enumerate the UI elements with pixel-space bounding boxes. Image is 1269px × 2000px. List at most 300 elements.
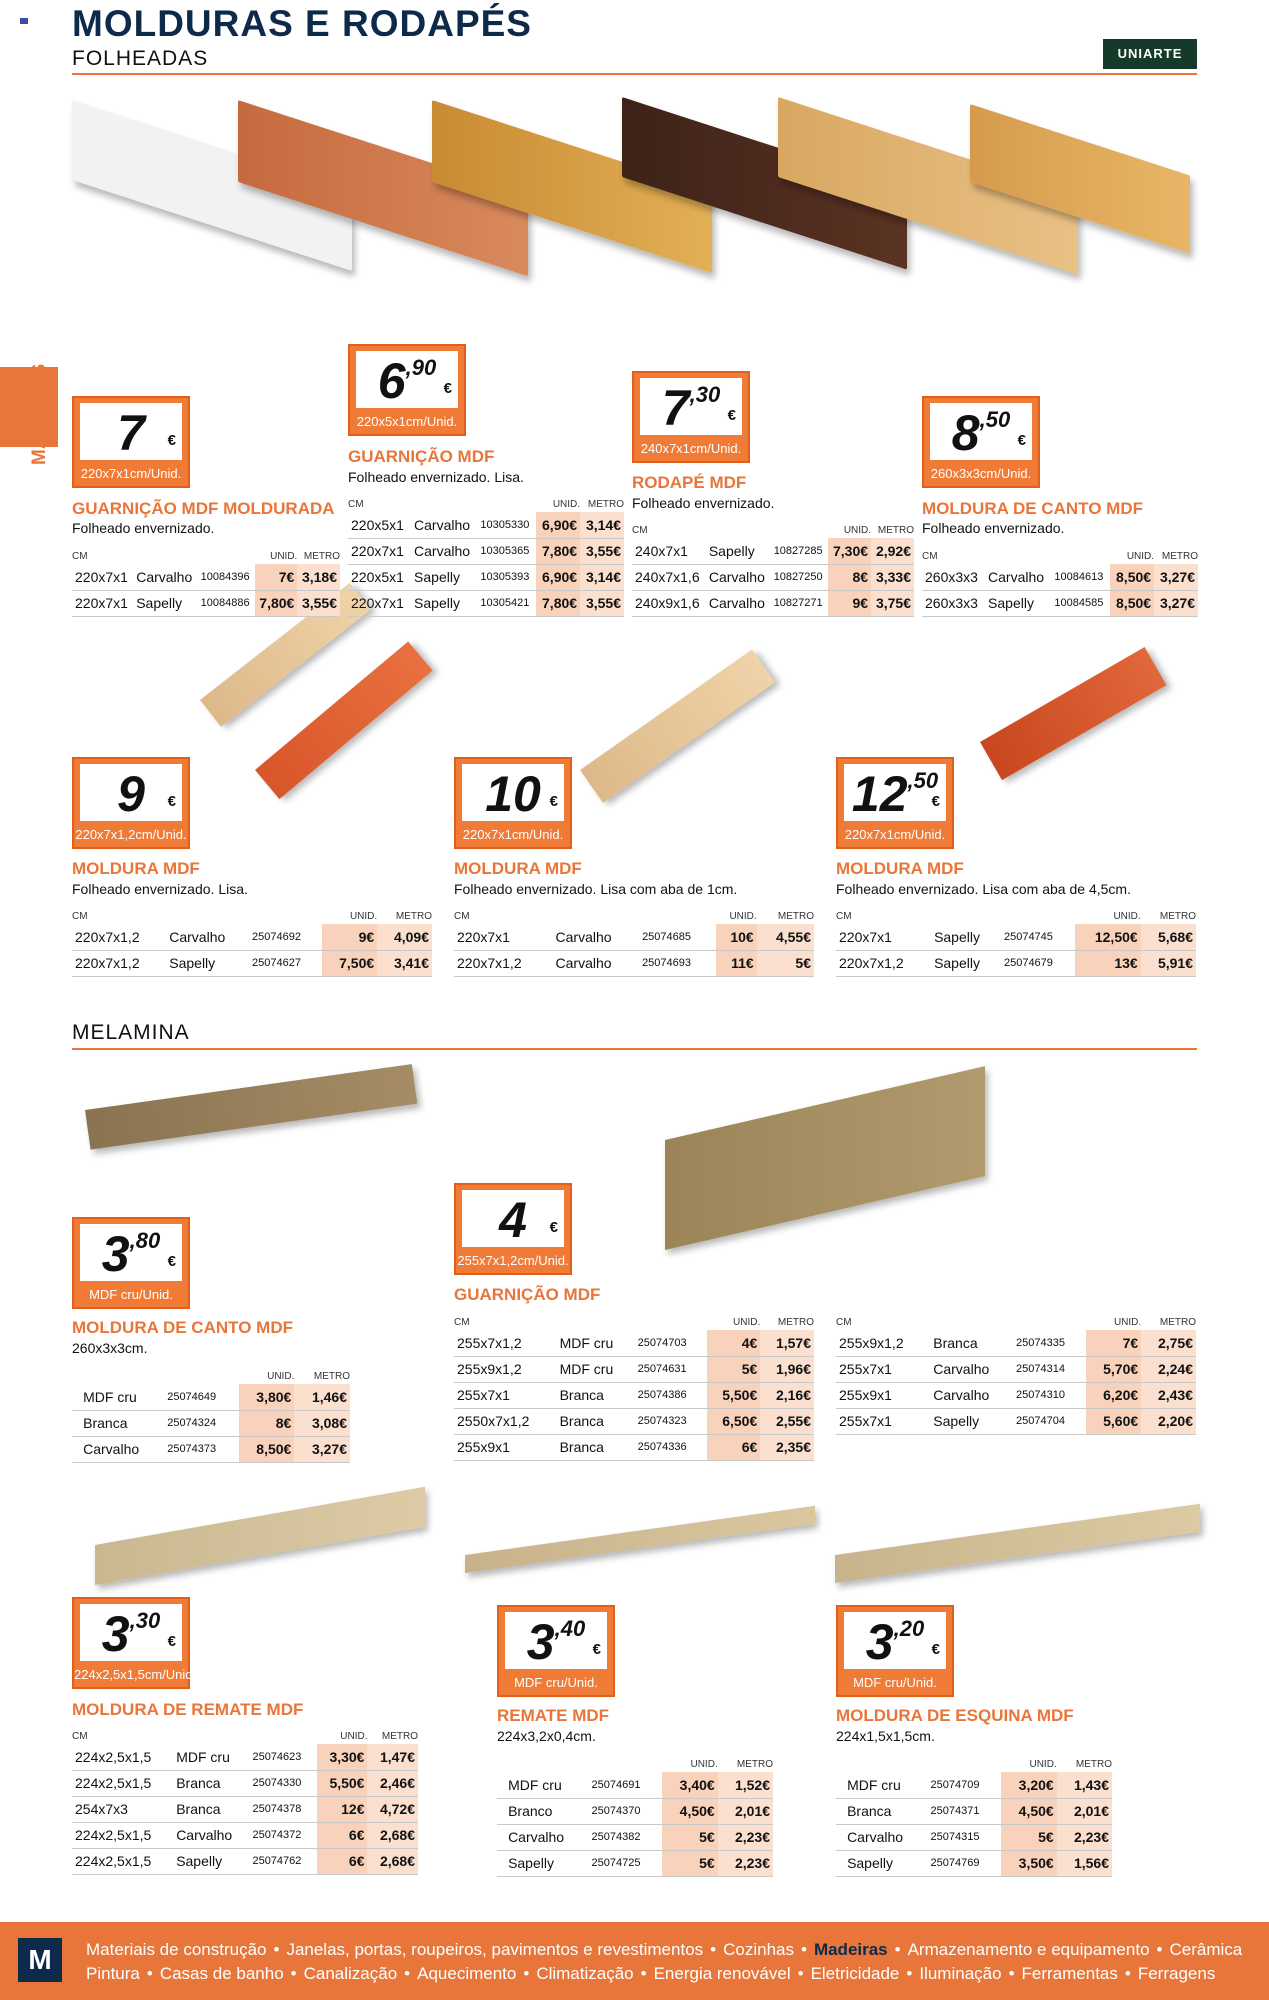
cell-finish: MDF cru [173, 1744, 249, 1770]
cell-ref: 25074314 [1013, 1356, 1086, 1382]
cell-ref: 25074627 [249, 950, 322, 976]
footer-link[interactable]: Cozinhas [723, 1940, 794, 1959]
divider [72, 1048, 1197, 1050]
footer-link[interactable]: Cerâmica [1169, 1940, 1243, 1959]
table-row [72, 1384, 350, 1410]
footer-link[interactable]: Casas de banho [159, 1964, 284, 1983]
column-header: UNID. [1126, 551, 1155, 562]
column-header [706, 524, 771, 538]
column-header: UNID. [1029, 1759, 1057, 1770]
footer-link[interactable]: Ferragens [1137, 1964, 1216, 1983]
column-header [497, 1758, 505, 1772]
price-tag: $3^{,80}$ € MDF cru/Unid. [72, 1217, 190, 1309]
cell-m: 3,33€ [871, 564, 914, 590]
price-tag: 4 € 255x7x1,2cm/Unid. [454, 1183, 572, 1275]
cell-u: 7,80€ [536, 538, 580, 564]
cell-finish: Branca [557, 1408, 635, 1434]
cell-size [72, 1410, 80, 1436]
cell-u: 8,50€ [1110, 564, 1154, 590]
table-row [632, 564, 914, 590]
column-header: CM [454, 911, 470, 922]
cell-m: 3,08€ [294, 1410, 350, 1436]
cell-m: 1,52€ [718, 1772, 773, 1798]
cell-size [497, 1824, 505, 1850]
product-desc: Folheado envernizado. [72, 520, 215, 536]
cell-u: 7,80€ [536, 590, 580, 616]
separator: • [1008, 1964, 1015, 1983]
cell-finish: Sapelly [173, 1848, 249, 1874]
cell-finish: MDF cru [557, 1356, 635, 1382]
cell-u: 4,50€ [662, 1798, 717, 1824]
column-header: METRO [777, 1317, 814, 1328]
cell-ref: 25074693 [639, 950, 716, 976]
cell-size: 240x7x1,6 [632, 564, 706, 590]
price-tag: $3^{,30}$ € 224x2,5x1,5cm/Unid. [72, 1597, 190, 1689]
cell-u: 5,50€ [317, 1770, 367, 1796]
cell-ref: 25074382 [589, 1824, 663, 1850]
remate-moulding-image [95, 1487, 425, 1585]
table-row [72, 1796, 418, 1822]
cell-u: 8,50€ [239, 1436, 295, 1462]
cell-m: 5€ [757, 950, 814, 976]
cell-u: 6€ [707, 1434, 761, 1460]
cell-finish: Carvalho [706, 564, 771, 590]
cell-ref: 25074691 [589, 1772, 663, 1798]
cell-m: 3,14€ [580, 512, 624, 538]
product-name: MOLDURA DE ESQUINA MDF [836, 1706, 1074, 1725]
footer-categories-line1 [86, 1938, 1242, 1962]
cell-m: 3,27€ [1154, 564, 1198, 590]
moulding-image-aba-4cm [980, 647, 1167, 780]
cell-finish: MDF cru [505, 1772, 588, 1798]
cell-size [836, 1824, 844, 1850]
table-header [454, 1316, 814, 1330]
cell-size: 224x2,5x1,5 [72, 1848, 173, 1874]
column-header [928, 1758, 1002, 1772]
cell-ref: 25074310 [1013, 1382, 1086, 1408]
cell-finish: Carvalho [411, 512, 477, 538]
guarnicao-image [665, 1066, 985, 1250]
product-desc: Folheado envernizado. Lisa com aba de 1cm. [454, 881, 738, 897]
cell-ref: 25074373 [164, 1436, 238, 1462]
column-header: UNID. [267, 1371, 295, 1382]
price-tag: $8^{,50}$ € 260x3x3cm/Unid. [922, 396, 1040, 488]
table-header [348, 498, 624, 512]
product-desc: Folheado envernizado. [922, 520, 1065, 536]
cell-finish: Carvalho [985, 564, 1051, 590]
cell-size: 254x7x3 [72, 1796, 173, 1822]
product-name: REMATE MDF [497, 1706, 610, 1725]
cell-finish: Carvalho [706, 590, 771, 616]
column-header: CM [348, 499, 364, 510]
column-header [771, 524, 828, 538]
cell-ref: 10305393 [477, 564, 536, 590]
footer-link[interactable]: Iluminação [919, 1964, 1002, 1983]
esquina-image [835, 1504, 1200, 1583]
column-header: UNID. [552, 499, 581, 510]
cell-m: 3,18€ [297, 564, 340, 590]
table-header [836, 1316, 1196, 1330]
cell-size: 220x7x1,2 [836, 950, 931, 976]
product-name: MOLDURA DE REMATE MDF [72, 1700, 304, 1719]
table-row [497, 1798, 773, 1824]
table-row [72, 924, 432, 950]
price-tag: $3^{,40}$ € MDF cru/Unid. [497, 1605, 615, 1697]
table-row [497, 1850, 773, 1876]
cell-size: 255x9x1 [454, 1434, 557, 1460]
separator: • [290, 1964, 297, 1983]
column-header [133, 550, 197, 564]
cell-m: 1,46€ [294, 1384, 350, 1410]
separator: • [906, 1964, 913, 1983]
cell-ref: 10827285 [771, 538, 828, 564]
price-table [454, 1316, 814, 1461]
table-row [836, 1330, 1196, 1356]
cell-size: 255x7x1 [454, 1382, 557, 1408]
cell-size [836, 1850, 844, 1876]
cell-finish: Branca [80, 1410, 164, 1436]
cell-size: 260x3x3 [922, 590, 985, 616]
cell-u: 5,70€ [1086, 1356, 1141, 1382]
cell-m: 2,16€ [760, 1382, 814, 1408]
cell-m: 1,43€ [1057, 1772, 1112, 1798]
price-tag: $6^{,90}$ € 220x5x1cm/Unid. [348, 344, 466, 436]
table-row [72, 1848, 418, 1874]
column-header: CM [836, 1317, 852, 1328]
column-header: METRO [1159, 1317, 1196, 1328]
cell-u: 7,30€ [828, 538, 871, 564]
category-label: MADEIRAS [29, 363, 50, 465]
cell-u: 5,60€ [1086, 1408, 1141, 1434]
cell-size: 2550x7x1,2 [454, 1408, 557, 1434]
cell-size: 255x7x1 [836, 1408, 930, 1434]
cell-u: 5€ [662, 1850, 717, 1876]
column-header: CM [72, 1731, 88, 1742]
footer-link[interactable]: Pintura [86, 1964, 140, 1983]
cell-finish: Sapelly [411, 590, 477, 616]
cell-u: 9€ [828, 590, 871, 616]
product-name: MOLDURA MDF [836, 859, 964, 878]
cell-u: 7€ [255, 564, 298, 590]
cell-ref: 25074378 [249, 1796, 317, 1822]
cell-u: 7€ [1086, 1330, 1141, 1356]
column-header: UNID. [1113, 911, 1141, 922]
cell-m: 2,01€ [1057, 1798, 1112, 1824]
cell-u: 4€ [707, 1330, 761, 1356]
cell-ref: 10084613 [1051, 564, 1110, 590]
column-header [80, 1370, 164, 1384]
separator: • [523, 1964, 530, 1983]
column-header: CM [836, 911, 852, 922]
cell-size: 220x5x1 [348, 512, 411, 538]
table-header [836, 1758, 1112, 1772]
cell-u: 8€ [828, 564, 871, 590]
cell-finish: Carvalho [553, 924, 640, 950]
cell-size [72, 1436, 80, 1462]
cell-finish: Branco [505, 1798, 588, 1824]
cell-ref: 25074745 [1001, 924, 1075, 950]
cell-size: 255x9x1 [836, 1382, 930, 1408]
cell-m: 3,41€ [377, 950, 432, 976]
column-header: UNID. [1113, 1317, 1142, 1328]
column-header: CM [72, 551, 88, 562]
column-header [844, 1758, 927, 1772]
cell-ref: 25074335 [1013, 1330, 1086, 1356]
cell-size: 224x2,5x1,5 [72, 1822, 173, 1848]
column-header [930, 1316, 1013, 1330]
cell-finish: Sapelly [930, 1408, 1013, 1434]
cell-size: 220x7x1 [72, 564, 133, 590]
cell-u: 5€ [662, 1824, 717, 1850]
column-header: UNID. [729, 911, 757, 922]
column-header [931, 910, 1001, 924]
cell-finish: Sapelly [411, 564, 477, 590]
cell-u: 3,30€ [317, 1744, 367, 1770]
cell-m: 2,23€ [718, 1850, 773, 1876]
price-table [836, 1316, 1196, 1435]
table-row [836, 1772, 1112, 1798]
cell-size: 240x9x1,6 [632, 590, 706, 616]
table-row [454, 950, 814, 976]
table-row [836, 924, 1196, 950]
table-row [454, 924, 814, 950]
table-row [454, 1356, 814, 1382]
cell-m: 1,47€ [367, 1744, 418, 1770]
cell-u: 8€ [239, 1410, 295, 1436]
column-header: CM [454, 1317, 470, 1328]
cell-ref: 10827250 [771, 564, 828, 590]
cell-finish: Sapelly [706, 538, 771, 564]
product-name: MOLDURA DE CANTO MDF [72, 1318, 293, 1337]
product-desc: 260x3x3cm. [72, 1340, 148, 1356]
corner-moulding-image [85, 1064, 417, 1150]
cell-finish: Sapelly [166, 950, 249, 976]
column-header [589, 1758, 663, 1772]
cell-m: 2,20€ [1141, 1408, 1196, 1434]
cell-size: 220x7x1,2 [72, 950, 166, 976]
cell-m: 2,68€ [367, 1822, 418, 1848]
table-row [72, 1822, 418, 1848]
column-header: CM [922, 551, 938, 562]
cell-m: 2,55€ [760, 1408, 814, 1434]
cell-m: 1,57€ [760, 1330, 814, 1356]
price-table [922, 550, 1198, 617]
footer-link[interactable]: Armazenamento e equipamento [907, 1940, 1150, 1959]
column-header: METRO [313, 1371, 350, 1382]
cell-u: 8,50€ [1110, 590, 1154, 616]
table-header [454, 910, 814, 924]
cell-u: 3,50€ [1001, 1850, 1056, 1876]
cell-size: 255x9x1,2 [454, 1356, 557, 1382]
cell-ref: 25074324 [164, 1410, 238, 1436]
cell-ref: 10084396 [198, 564, 255, 590]
cell-finish: Branca [844, 1798, 927, 1824]
cell-finish: Sapelly [931, 924, 1001, 950]
column-header: UNID. [349, 911, 378, 922]
footer-link[interactable]: Canalização [303, 1964, 398, 1983]
cell-u: 13€ [1075, 950, 1141, 976]
cell-size: 255x7x1,2 [454, 1330, 557, 1356]
separator: • [1156, 1940, 1163, 1959]
cell-finish: Carvalho [844, 1824, 927, 1850]
column-header [836, 1758, 844, 1772]
moulding-image-aba-1cm [580, 650, 775, 803]
cell-u: 4,50€ [1001, 1798, 1056, 1824]
cell-u: 6,50€ [707, 1408, 761, 1434]
cell-size: 220x7x1 [836, 924, 931, 950]
cell-size [497, 1850, 505, 1876]
cell-finish: MDF cru [844, 1772, 927, 1798]
column-header: METRO [1161, 551, 1198, 562]
cell-size [497, 1772, 505, 1798]
column-header: UNID. [690, 1759, 718, 1770]
cell-size [72, 1384, 80, 1410]
table-row [836, 1382, 1196, 1408]
remate-image [465, 1506, 815, 1573]
footer-link[interactable]: Aquecimento [417, 1964, 517, 1983]
cell-ref: 10084886 [198, 590, 255, 616]
cell-m: 2,68€ [367, 1848, 418, 1874]
separator: • [146, 1964, 153, 1983]
cell-ref: 10305421 [477, 590, 536, 616]
cell-m: 4,72€ [367, 1796, 418, 1822]
price-table [454, 910, 814, 977]
cell-u: 3,20€ [1001, 1772, 1056, 1798]
product-desc: Folheado envernizado. Lisa. [72, 881, 248, 897]
cell-size: 224x2,5x1,5 [72, 1744, 173, 1770]
table-row [454, 1330, 814, 1356]
cell-m: 2,46€ [367, 1770, 418, 1796]
cell-ref: 25074703 [635, 1330, 707, 1356]
price-table [72, 550, 340, 617]
column-header [249, 1730, 317, 1744]
cell-u: 5€ [707, 1356, 761, 1382]
product-desc: 224x3,2x0,4cm. [497, 1728, 596, 1744]
price-table [836, 1758, 1112, 1877]
cell-finish: Carvalho [411, 538, 477, 564]
price-table [348, 498, 624, 617]
price-tag: $12^{,50}$ € 220x7x1cm/Unid. [836, 757, 954, 849]
section-title-folheadas: FOLHEADAS [72, 47, 209, 70]
column-header: METRO [1075, 1759, 1112, 1770]
column-header [173, 1730, 249, 1744]
table-row [497, 1772, 773, 1798]
table-row [348, 590, 624, 616]
column-header: METRO [587, 499, 624, 510]
cell-finish: Branca [173, 1770, 249, 1796]
cell-ref: 25074709 [928, 1772, 1002, 1798]
footer-link[interactable]: Materiais de construção [86, 1940, 267, 1959]
cell-finish: Branca [930, 1330, 1013, 1356]
cell-m: 4,55€ [757, 924, 814, 950]
cell-finish: Branca [173, 1796, 249, 1822]
price-tag: $7^{,30}$ € 240x7x1cm/Unid. [632, 371, 750, 463]
table-row [72, 1770, 418, 1796]
cell-m: 4,09€ [377, 924, 432, 950]
column-header: METRO [877, 525, 914, 536]
footer-link[interactable]: Janelas, portas, roupeiros, pavimentos e revestimentos [286, 1940, 704, 1959]
column-header [411, 498, 477, 512]
cell-ref: 25074370 [589, 1798, 663, 1824]
cell-m: 1,56€ [1057, 1850, 1112, 1876]
footer-link[interactable]: Energia renovável [653, 1964, 791, 1983]
cell-m: 2,23€ [1057, 1824, 1112, 1850]
cell-ref: 25074679 [1001, 950, 1075, 976]
cell-finish: Carvalho [133, 564, 197, 590]
cell-ref: 25074623 [249, 1744, 317, 1770]
column-header [1051, 550, 1110, 564]
cell-size: 220x7x1 [454, 924, 553, 950]
cell-ref: 25074371 [928, 1798, 1002, 1824]
table-header [72, 1730, 418, 1744]
cell-ref: 10827271 [771, 590, 828, 616]
cell-finish: Carvalho [553, 950, 640, 976]
cell-size: 220x7x1,2 [72, 924, 166, 950]
table-row [72, 564, 340, 590]
cell-finish: MDF cru [557, 1330, 635, 1356]
cell-finish: Sapelly [844, 1850, 927, 1876]
table-row [497, 1824, 773, 1850]
table-row [836, 1408, 1196, 1434]
footer-link[interactable]: Ferramentas [1021, 1964, 1118, 1983]
column-header [249, 910, 322, 924]
cell-m: 3,55€ [297, 590, 340, 616]
cell-m: 3,27€ [294, 1436, 350, 1462]
divider [72, 73, 1197, 75]
column-header [505, 1758, 588, 1772]
cell-ref: 25074704 [1013, 1408, 1086, 1434]
column-header: METRO [395, 911, 432, 922]
price-tag: $3^{,20}$ € MDF cru/Unid. [836, 1605, 954, 1697]
column-header: UNID. [843, 525, 872, 536]
cell-u: 9€ [322, 924, 377, 950]
flag-icon [20, 18, 28, 24]
table-row [72, 1436, 350, 1462]
table-header [72, 1370, 350, 1384]
column-header: UNID. [270, 551, 298, 562]
price-table [72, 1730, 418, 1875]
footer-link[interactable]: Eletricidade [810, 1964, 900, 1983]
product-name: MOLDURA MDF [72, 859, 200, 878]
product-name: GUARNIÇÃO MDF MOLDURADA [72, 499, 335, 518]
footer-link[interactable]: Climatização [536, 1964, 634, 1983]
price-tag: 9 € 220x7x1,2cm/Unid. [72, 757, 190, 849]
cell-m: 2,92€ [871, 538, 914, 564]
cell-finish: Carvalho [173, 1822, 249, 1848]
separator: • [710, 1940, 717, 1959]
cell-ref: 25074330 [249, 1770, 317, 1796]
cell-ref: 25074725 [589, 1850, 663, 1876]
footer-link[interactable]: Madeiras [813, 1940, 888, 1959]
page-title: MOLDURAS E RODAPÉS [72, 3, 532, 44]
product-name: GUARNIÇÃO MDF [454, 1285, 601, 1304]
table-row [922, 564, 1198, 590]
cell-u: 6€ [317, 1848, 367, 1874]
cell-size: 224x2,5x1,5 [72, 1770, 173, 1796]
product-name: RODAPÉ MDF [632, 473, 747, 492]
section-title-melamina: MELAMINA [72, 1021, 190, 1044]
cell-m: 2,01€ [718, 1798, 773, 1824]
table-row [454, 1382, 814, 1408]
table-row [454, 1434, 814, 1460]
cell-ref: 25074692 [249, 924, 322, 950]
table-row [348, 538, 624, 564]
cell-u: 12,50€ [1075, 924, 1141, 950]
column-header [1013, 1316, 1086, 1330]
brand-logo: UNIARTE [1103, 39, 1197, 69]
cell-finish: MDF cru [80, 1384, 164, 1410]
cell-m: 2,24€ [1141, 1356, 1196, 1382]
